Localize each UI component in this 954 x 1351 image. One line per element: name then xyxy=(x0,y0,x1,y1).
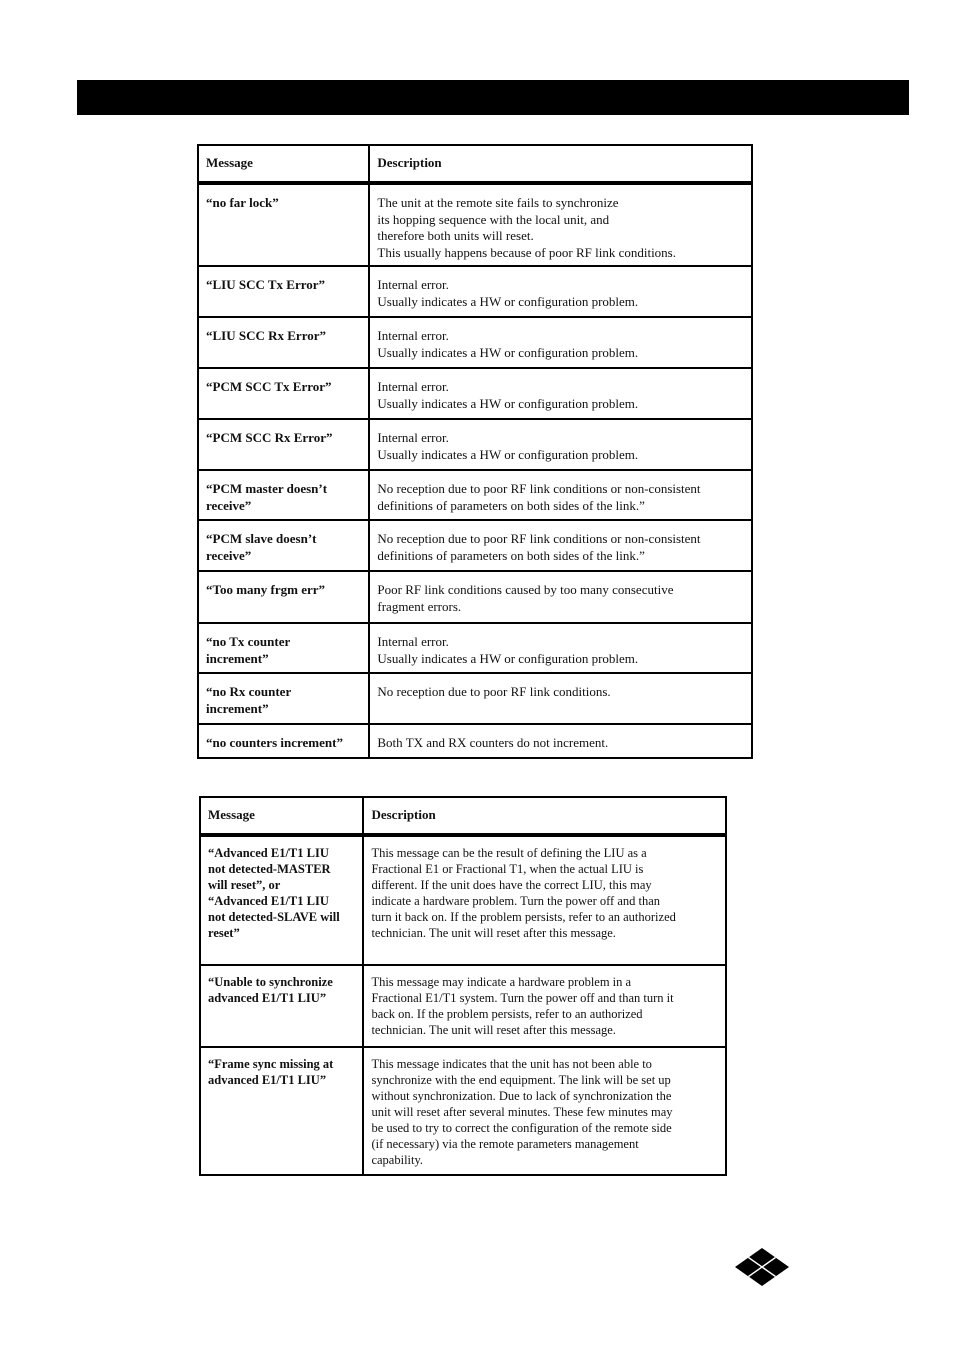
description-text: No reception due to poor RF link conditions or non-consistent xyxy=(377,481,701,496)
description-text: definitions of parameters on both sides of the link.” xyxy=(377,497,645,513)
description-text: therefore both units will reset. xyxy=(377,228,534,243)
message-text: increment” xyxy=(206,700,269,716)
table-row xyxy=(198,724,752,758)
message-text: “Advanced E1/T1 LIU xyxy=(208,846,329,860)
table-row xyxy=(200,1047,726,1175)
message-cell xyxy=(198,419,369,470)
message-text: “no counters increment” xyxy=(206,735,343,750)
message-text: “LIU SCC Rx Error” xyxy=(206,328,327,343)
description-text: its hopping sequence with the local unit, and xyxy=(377,211,610,227)
table-row xyxy=(198,470,752,520)
description-text: different. If the unit does have the correct LIU, this may xyxy=(371,878,652,892)
message-column-header: Message xyxy=(200,797,363,835)
description-text: Usually indicates a HW or configuration problem. xyxy=(377,395,639,411)
description-text: without synchronization. Due to lack of synchronization the xyxy=(371,1089,672,1103)
message-text: “Frame sync missing at xyxy=(208,1057,334,1071)
description-text: Usually indicates a HW or configuration problem. xyxy=(377,344,639,360)
message-cell xyxy=(198,470,369,520)
message-cell xyxy=(198,673,369,724)
table-row xyxy=(198,623,752,673)
table-row xyxy=(198,266,752,317)
message-text: “LIU SCC Tx Error” xyxy=(206,277,326,292)
message-column-header: Message xyxy=(198,145,369,183)
description-cell xyxy=(369,183,752,266)
message-text: “no far lock” xyxy=(206,195,279,210)
table-row xyxy=(198,520,752,571)
message-text: increment” xyxy=(206,650,269,666)
description-text: No reception due to poor RF link conditions. xyxy=(377,684,611,699)
table-row xyxy=(198,317,752,368)
message-cell xyxy=(200,965,363,1047)
table-row xyxy=(198,368,752,419)
message-text: “Too many frgm err” xyxy=(206,582,326,597)
description-text: The unit at the remote site fails to synchronize xyxy=(377,195,619,210)
message-text: not detected-MASTER xyxy=(208,862,331,876)
description-text: (if necessary) via the remote parameters management xyxy=(371,1137,639,1151)
header-bar xyxy=(77,80,909,115)
description-text: This message may indicate a hardware problem in a xyxy=(371,975,632,989)
diamond-logo-icon xyxy=(734,1247,790,1287)
message-text: not detected-SLAVE will xyxy=(208,910,340,924)
description-text: Usually indicates a HW or configuration problem. xyxy=(377,293,639,309)
description-text: unit will reset after several minutes. These few minutes may xyxy=(371,1105,673,1119)
message-text: “PCM SCC Tx Error” xyxy=(206,379,332,394)
description-cell xyxy=(369,470,752,520)
message-text: “PCM slave doesn’t xyxy=(206,531,317,546)
description-text: Fractional E1/T1 system. Turn the power off and than turn it xyxy=(371,991,674,1005)
description-cell xyxy=(369,673,752,724)
description-cell xyxy=(363,835,726,965)
description-text: Internal error. xyxy=(377,328,449,343)
message-text: “no Tx counter xyxy=(206,634,291,649)
description-text: Both TX and RX counters do not increment. xyxy=(377,735,609,750)
description-text: No reception due to poor RF link conditions or non-consistent xyxy=(377,531,701,546)
description-cell xyxy=(369,571,752,623)
description-text: fragment errors. xyxy=(377,598,462,614)
description-text: Internal error. xyxy=(377,277,449,292)
description-text: This usually happens because of poor RF link conditions. xyxy=(377,244,676,260)
description-column-header: Description xyxy=(363,797,726,835)
description-text: This message indicates that the unit has not been able to xyxy=(371,1057,652,1071)
table-header-row xyxy=(200,797,726,835)
message-text: reset” xyxy=(208,926,240,940)
description-text: indicate a hardware problem. Turn the power off and than xyxy=(371,894,661,908)
description-text: Fractional E1 or Fractional T1, when the actual LIU is xyxy=(371,862,644,876)
message-cell xyxy=(198,317,369,368)
table-header-row xyxy=(198,145,752,183)
description-text: Internal error. xyxy=(377,379,449,394)
description-text: turn it back on. If the problem persists, refer to an authorized xyxy=(371,910,676,924)
description-text: This message can be the result of defining the LIU as a xyxy=(371,846,647,860)
message-text: “Unable to synchronize xyxy=(208,975,333,989)
message-text: “no Rx counter xyxy=(206,684,292,699)
table-row xyxy=(198,419,752,470)
message-cell xyxy=(198,724,369,758)
message-text: advanced E1/T1 LIU” xyxy=(208,1073,327,1087)
message-text: “PCM master doesn’t xyxy=(206,481,328,496)
description-cell xyxy=(369,317,752,368)
message-text: “PCM SCC Rx Error” xyxy=(206,430,333,445)
message-cell xyxy=(200,835,363,965)
description-text: back on. If the problem persists, refer to an authorized xyxy=(371,1007,643,1021)
description-cell xyxy=(369,419,752,470)
message-cell xyxy=(198,623,369,673)
description-text: be used to try to correct the configuration of the remote side xyxy=(371,1121,672,1135)
message-cell xyxy=(198,266,369,317)
message-cell xyxy=(200,1047,363,1175)
message-table-2 xyxy=(199,796,727,1176)
description-cell xyxy=(369,724,752,758)
message-cell xyxy=(198,571,369,623)
description-cell xyxy=(369,266,752,317)
description-cell xyxy=(369,368,752,419)
description-cell xyxy=(369,623,752,673)
description-text: synchronize with the end equipment. The link will be set up xyxy=(371,1073,671,1087)
message-cell xyxy=(198,520,369,571)
table-row xyxy=(198,571,752,623)
message-text: receive” xyxy=(206,497,252,513)
description-text: definitions of parameters on both sides of the link.” xyxy=(377,547,645,563)
message-table-1 xyxy=(197,144,753,759)
description-text: capability. xyxy=(371,1153,424,1167)
message-text: “Advanced E1/T1 LIU xyxy=(208,894,329,908)
description-cell xyxy=(363,965,726,1047)
message-text: will reset”, or xyxy=(208,878,281,892)
description-text: Internal error. xyxy=(377,634,449,649)
description-text: Usually indicates a HW or configuration problem. xyxy=(377,650,639,666)
message-cell xyxy=(198,183,369,266)
message-cell xyxy=(198,368,369,419)
table-row xyxy=(198,673,752,724)
message-text: receive” xyxy=(206,547,252,563)
table-row xyxy=(200,965,726,1047)
description-cell xyxy=(363,1047,726,1175)
description-text: Usually indicates a HW or configuration problem. xyxy=(377,446,639,462)
description-text: technician. The unit will reset after this message. xyxy=(371,1023,616,1037)
message-text: advanced E1/T1 LIU” xyxy=(208,991,327,1005)
description-text: technician. The unit will reset after this message. xyxy=(371,926,616,940)
description-column-header: Description xyxy=(369,145,752,183)
table-row xyxy=(200,835,726,965)
description-text: Internal error. xyxy=(377,430,449,445)
table-row xyxy=(198,183,752,266)
description-cell xyxy=(369,520,752,571)
description-text: Poor RF link conditions caused by too many consecutive xyxy=(377,582,674,597)
